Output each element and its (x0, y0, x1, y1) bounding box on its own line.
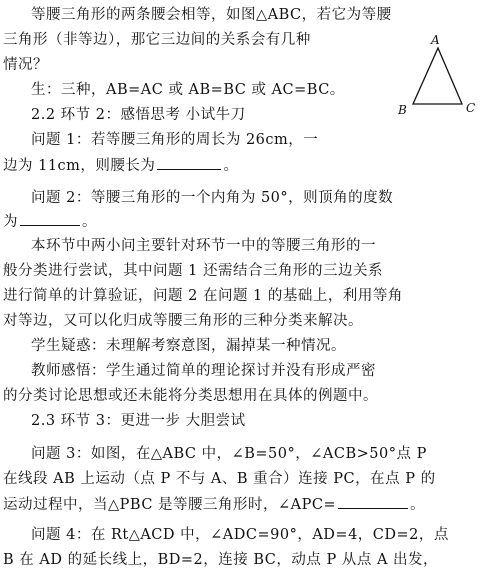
answer-blank (20, 210, 80, 226)
vertex-label-a: A (431, 33, 440, 47)
question-4-line: 问题 4：在 Rt△ACD 中，∠ADC=90°，AD=4，CD=2，点 (31, 527, 449, 543)
triangle-shape (413, 48, 462, 104)
paragraph-line: 本环节中两小问主要针对环节一中的等腰三角形的一 (31, 238, 376, 254)
answer-blank (338, 493, 408, 509)
question-1-line: 问题 1：若等腰三角形的周长为 26cm，一 (31, 132, 319, 148)
paragraph-line: 三角形（非等边），那它三边间的关系会有几种 (3, 32, 311, 48)
question-3-line-2: 在线段 AB 上运动（点 P 不与 A、B 重合）连接 PC，在点 P 的 (3, 471, 436, 487)
question-1-line-2 (3, 154, 238, 176)
question-2-line-2 (3, 210, 97, 232)
student-confusion-line: 学生疑惑：未理解考察意图，漏掉某一种情况。 (31, 338, 346, 354)
question-3-end: 。 (410, 497, 426, 513)
paragraph-line: 对等边，又可以化归成等腰三角形的三种分类来解决。 (3, 313, 363, 329)
question-2-end: 。 (82, 214, 97, 230)
teacher-reflection-line: 教师感悟：学生通过简单的理论探讨并没有形成严密 (31, 363, 376, 379)
question-3-line: 问题 3：如图，在△ABC 中，∠B=50°，∠ACB>50°点 P (31, 446, 427, 462)
question-4-line-2: B 在 AD 的延长线上，BD=2，连接 BC，动点 P 从点 A 出发， (3, 552, 439, 568)
paragraph-line: 等腰三角形的两条腰会相等，如图△ABC，若它为等腰 (31, 7, 392, 23)
question-2-text: 为 (3, 214, 18, 230)
paragraph-line: 般分类进行尝试，其中问题 1 还需结合三角形的三边关系 (3, 263, 383, 279)
paragraph-line: 情况？ (3, 57, 48, 73)
section-heading: 2.2 环节 2：感悟思考 小试牛刀 (31, 107, 246, 123)
question-1-end: 。 (223, 158, 239, 174)
question-3-text: 运动过程中，当△PBC 是等腰三角形时，∠APC= (3, 497, 337, 513)
question-2-line: 问题 2：等腰三角形的一个内角为 50°，则顶角的度数 (31, 190, 394, 206)
section-heading: 2.3 环节 3：更进一步 大胆尝试 (31, 413, 246, 429)
vertex-label-b: B (398, 103, 407, 117)
student-answer-line: 生：三种，AB=AC 或 AB=BC 或 AC=BC。 (31, 82, 345, 98)
teacher-reflection-line-2: 的分类讨论思想或还未能将分类思想用在具体的例题中。 (3, 388, 378, 404)
triangle-abc-figure (408, 46, 468, 112)
vertex-label-c: C (466, 101, 476, 115)
question-1-text: 边为 11cm，则腰长为 (3, 158, 156, 174)
answer-blank (157, 154, 221, 170)
question-3-line-3 (3, 493, 425, 515)
paragraph-line: 进行简单的计算验证，问题 2 在问题 1 的基础上，利用等角 (3, 288, 403, 304)
